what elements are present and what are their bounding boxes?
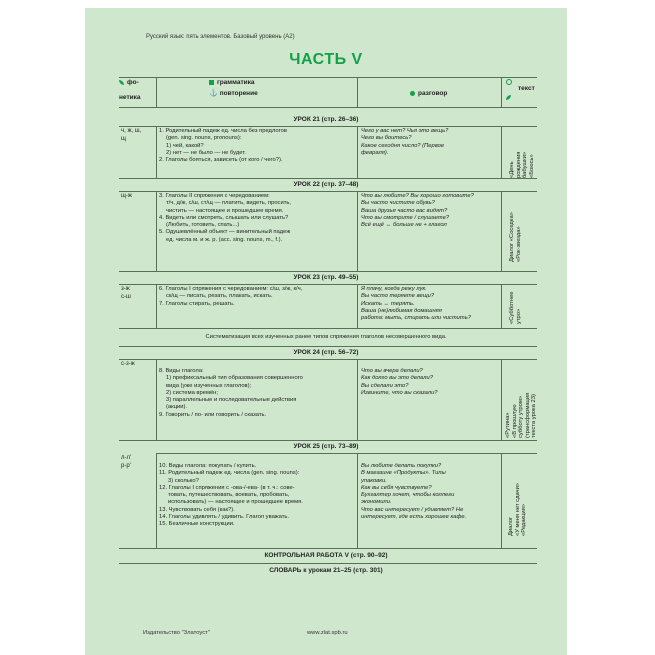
footer-url[interactable]: www.zlat.spb.ru [307, 630, 348, 636]
system-note: Систематизация всех изученных ранее типов спряжения глаголов несовершенного вида. [205, 334, 447, 340]
lesson-text: «Рутина» «В прошлую субботу утром» (трансформация текста урока 23) [505, 392, 538, 438]
lesson-rule [119, 563, 537, 564]
col-rule [357, 126, 358, 178]
book-title: Русский язык: пять элементов. Базовый уровень (А2) [146, 34, 295, 40]
dictionary: СЛОВАРЬ к урокам 21–25 (стр. 301) [269, 567, 383, 574]
lesson-title: УРОК 25 (стр. 73–89) [293, 443, 359, 450]
lesson-rule [119, 359, 537, 360]
lesson-conversation: Что вы вчера делали? Как долго вы это делали? Вы сделали это? Извините, что вы сказали? [361, 368, 438, 396]
lesson-grammar: 10. Виды глагола: покупать / купить. 11. Родительный падеж ед. числа (gen. sing. nouns): 3) сколько? 12. Глаголы I спряжения с -ова-/-ева- (в т. ч.: сове- товать, путешествовать, воевать, пробовать, использовать) — настоящее и прошедшее время. 13. Чувствовать себя (как?). 14. Глаголы удивлять / удивить. Глагол уважать. 15. Безличные конструкции. [159, 463, 303, 528]
lesson-text: Диалог «Соседка» «Рок-звезда» [509, 212, 522, 262]
lesson-rule [156, 453, 537, 454]
header-bottom-rule [119, 107, 537, 108]
lesson-conversation: Вы любите делать покупки? В магазине «Продукты». Типы упаковки. Как вы себя чувствуете? Бухгалтер хочет, чтобы коллеги экономили. Что вас интересует / удивляет? Не интересует, где есть хорошее кафе. [361, 463, 467, 521]
lesson-conversation: Я плачу, когда режу лук. Вы часто теряете вещи? Искать ↔ терять. Ваша (не)любимая домашняя работа: мыть, стирать или чистить? [361, 286, 471, 322]
col-rule [357, 191, 358, 271]
lesson-title: УРОК 21 (стр. 26–36) [293, 116, 359, 123]
col-rule [501, 191, 502, 271]
col-rule [156, 453, 157, 548]
col-rule-1 [156, 77, 157, 107]
ring-icon [506, 79, 512, 85]
col-rule [357, 284, 358, 328]
header-top-rule [119, 77, 537, 78]
lesson-rule [119, 191, 537, 192]
header-grammar: грамматика ⚓ повторение [209, 79, 258, 98]
lesson-phonetics: л-л' р-р' [121, 455, 132, 469]
lesson-grammar: 3. Глаголы II спряжения с чередованием: т/ч, д/ж, с/ш, ст/щ — платить, видеть, просить, чистить — настоящее и прошедшее время. 4. Видеть или смотреть, слышать или слушать? (Любить, готовить, спать...) 5. Одушевлённый объект — винительный падеж ед. числа м. и ж. р. (acc. sing. nouns, m., f.). [159, 193, 291, 243]
lesson-conversation: Чего у вас нет? Чья это вещь? Чего вы боитесь? Какое сегодня число? (Первое февраля). [361, 128, 449, 156]
anchor-icon: ⚓ [209, 90, 218, 97]
lesson-rule [119, 328, 537, 329]
leaf-icon [119, 80, 124, 85]
header-phonetics: фо- нетика [119, 79, 141, 101]
col-rule [501, 453, 502, 548]
col-rule [357, 359, 358, 440]
control-work: КОНТРОЛЬНАЯ РАБОТА V (стр. 90–92) [264, 552, 388, 559]
lesson-rule [119, 284, 537, 285]
header-conversation: разговор [410, 88, 447, 118]
lesson-conversation: Что вы любите? Вы хорошо готовите? Вы часто чистите обувь? Ваша друзья часто вас видят? Что вы смотрите / слушаете? Всё ещё ↔ больше не + глагол [361, 193, 474, 229]
lesson-phonetics: ч, ж, ш, щ [121, 128, 142, 142]
col-rule-2 [357, 77, 358, 107]
lesson-text: «День рождения бабушки» «Боюсь» [509, 151, 535, 178]
lesson-rule [119, 126, 537, 127]
lesson-phonetics: з-ж с-ш [121, 286, 131, 300]
col-rule [357, 453, 358, 548]
lesson-text: «Субботнее утро» [509, 291, 522, 324]
col-rule [501, 126, 502, 178]
col-rule [501, 359, 502, 440]
header-text: текст [506, 77, 535, 107]
square-icon [209, 80, 214, 85]
lesson-grammar: 8. Виды глагола: 1) префиксальный тип образования совершенного вида (уже изученных глаголов); 2) система времён; 3) параллельные и последовательные действия (акции). 9. Говорить / по- или говорить / сказать. [159, 368, 303, 418]
lesson-rule [119, 548, 537, 549]
page [85, 8, 567, 655]
lesson-rule [119, 271, 537, 272]
circle-icon [410, 91, 415, 96]
lesson-title: УРОК 23 (стр. 49–55) [293, 274, 359, 281]
half-leaf-icon [506, 95, 511, 100]
col-rule [156, 191, 157, 271]
col-rule [156, 284, 157, 328]
lesson-rule [119, 178, 537, 179]
footer-publisher: Издательство "Златоуст" [143, 630, 210, 636]
lesson-rule [119, 440, 537, 441]
lesson-title: УРОК 24 (стр. 56–72) [293, 349, 359, 356]
part-title: ЧАСТЬ V [289, 51, 363, 68]
lesson-phonetics: щ-ж [121, 193, 132, 199]
lesson-title: УРОК 22 (стр. 37–48) [293, 181, 359, 188]
lesson-grammar: 1. Родительный падеж ед. числа без предлогов (gen. sing. nouns, pronouns): 1) чей, какой? 2) нет — не было — не будет. 2. Глаголы бояться, зависеть (от кого / чего?). [159, 128, 287, 164]
lesson-text: Диалог «У меня нет сдачи» «Редакция» [508, 482, 528, 536]
col-rule [156, 126, 157, 178]
lesson-rule [119, 346, 537, 347]
col-rule-3 [501, 77, 502, 107]
col-rule [501, 284, 502, 328]
col-rule [156, 359, 157, 440]
lesson-grammar: 6. Глаголы I спряжения с чередованием: с/ш, з/ж, к/ч, ск/щ — писать, резать, плакать, искать. 7. Глаголы стирать, решать. [159, 286, 303, 307]
lesson-phonetics: с-з-ж [121, 361, 135, 367]
